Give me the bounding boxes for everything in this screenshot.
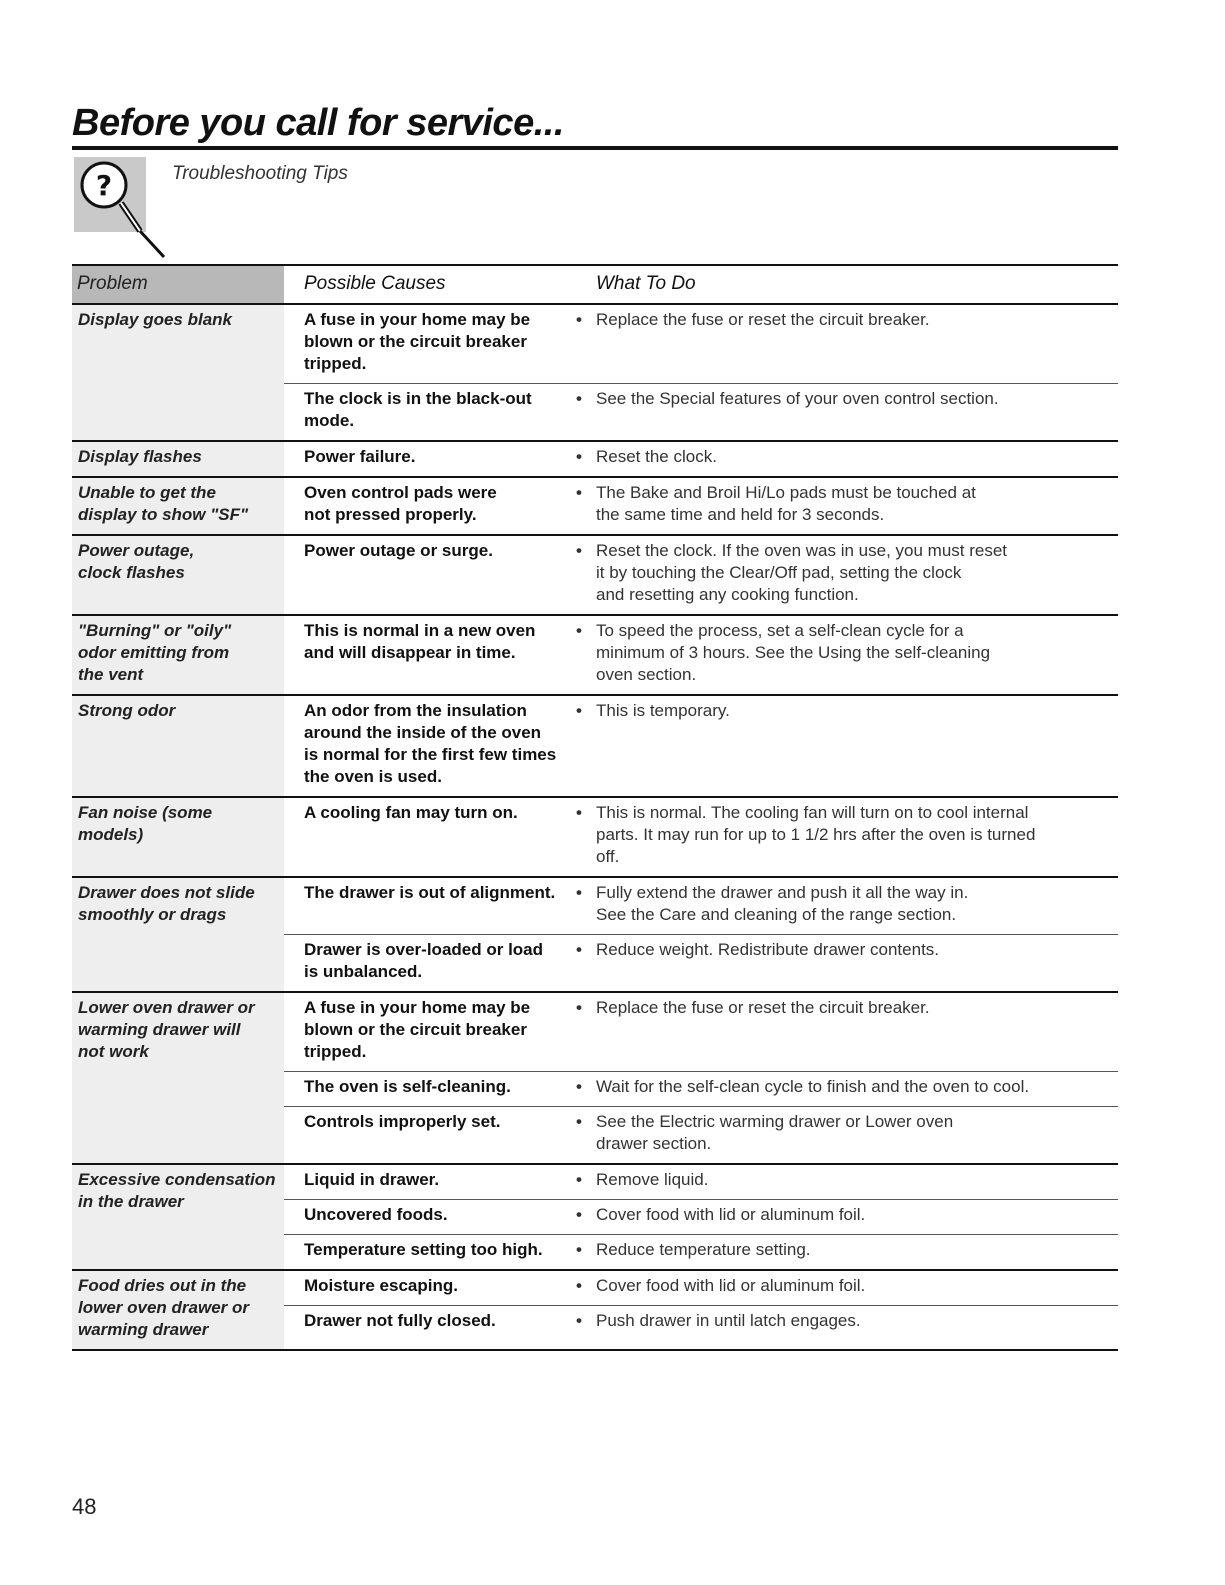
what-to-do (576, 696, 1118, 796)
problem-cell (72, 1165, 284, 1269)
table-header (72, 264, 1118, 305)
problem-cell (72, 442, 284, 476)
problem-cell (72, 1271, 284, 1349)
what-to-do (576, 878, 1118, 934)
what-to-do (576, 305, 1118, 383)
problem-cell (72, 696, 284, 796)
what-to-do (576, 1072, 1118, 1106)
problem-text: Display goes blank (78, 310, 232, 329)
problem-text: Strong odor (78, 701, 176, 720)
svg-text:?: ? (95, 169, 113, 202)
possible-cause: Drawer is over-loaded or load is unbalanced. (304, 940, 544, 981)
bullet-icon: • (576, 483, 582, 502)
possible-cause: A fuse in your home may be blown or the circuit breaker tripped. (304, 998, 531, 1061)
bullet-icon: • (576, 803, 582, 822)
what-to-do-text: Cover food with lid or aluminum foil. (596, 1205, 866, 1224)
bullet-icon: • (576, 1276, 582, 1295)
what-to-do (576, 935, 1118, 991)
what-to-do-text: Reset the clock. (596, 447, 717, 466)
problem-section (72, 993, 1118, 1165)
troubleshooting-table (72, 264, 1118, 1351)
bullet-icon: • (576, 940, 582, 959)
possible-cause: A cooling fan may turn on. (304, 803, 518, 822)
problem-cell (72, 616, 284, 694)
cause-rows (284, 616, 1118, 694)
table-row (284, 993, 1118, 1071)
cause-rows (284, 878, 1118, 991)
page-title: Before you call for service... (72, 102, 564, 144)
what-to-do-text: This is normal. The cooling fan will turn on to cool internal parts. It may run for up to 1 1/2 hrs after the oven is turned off. (596, 803, 1036, 866)
problem-cell (72, 878, 284, 991)
problem-section (72, 798, 1118, 878)
bullet-icon: • (576, 1205, 582, 1224)
table-row (284, 616, 1118, 694)
table-row (284, 305, 1118, 383)
possible-cause: Controls improperly set. (304, 1112, 501, 1131)
problem-text: Drawer does not slide smoothly or drags (78, 883, 255, 924)
table-row (284, 1165, 1118, 1199)
causes-column-header: Possible Causes (304, 273, 446, 294)
table-row (284, 1271, 1118, 1305)
possible-cause: Drawer not fully closed. (304, 1311, 496, 1330)
what-to-do-text: Cover food with lid or aluminum foil. (596, 1276, 866, 1295)
what-to-do (576, 1271, 1118, 1305)
what-to-do (576, 798, 1118, 876)
problem-section (72, 536, 1118, 616)
bullet-icon: • (576, 621, 582, 640)
what-to-do-text: This is temporary. (596, 701, 730, 720)
table-body (72, 305, 1118, 1351)
what-to-do (576, 1200, 1118, 1234)
bullet-icon: • (576, 541, 582, 560)
what-to-do (576, 1306, 1118, 1340)
what-to-do-text: Replace the fuse or reset the circuit breaker. (596, 310, 930, 329)
cause-rows (284, 442, 1118, 476)
problem-cell (72, 798, 284, 876)
bullet-icon: • (576, 1240, 582, 1259)
what-to-do (576, 1107, 1118, 1163)
problem-section (72, 696, 1118, 798)
bullet-icon: • (576, 1311, 582, 1330)
title-rule (72, 146, 1118, 150)
problem-cell (72, 305, 284, 440)
section-subtitle: Troubleshooting Tips (172, 163, 348, 184)
possible-cause: Moisture escaping. (304, 1276, 458, 1295)
what-to-do (576, 442, 1118, 476)
what-to-do-text: Replace the fuse or reset the circuit breaker. (596, 998, 930, 1017)
table-row (284, 696, 1118, 796)
bullet-icon: • (576, 1170, 582, 1189)
cause-rows (284, 696, 1118, 796)
table-row (284, 1305, 1118, 1340)
table-row (284, 536, 1118, 614)
what-to-do (576, 1165, 1118, 1199)
problem-text: Fan noise (some models) (78, 803, 213, 844)
todo-column-header: What To Do (596, 273, 696, 294)
table-row (284, 798, 1118, 876)
table-row (284, 1234, 1118, 1269)
possible-cause: Temperature setting too high. (304, 1240, 543, 1259)
what-to-do-text: Push drawer in until latch engages. (596, 1311, 861, 1330)
table-row (284, 878, 1118, 934)
cause-rows (284, 305, 1118, 440)
problem-section (72, 1165, 1118, 1271)
bullet-icon: • (576, 1077, 582, 1096)
what-to-do-text: Reduce temperature setting. (596, 1240, 811, 1259)
problem-section (72, 1271, 1118, 1351)
what-to-do (576, 1235, 1118, 1269)
table-row (284, 478, 1118, 534)
bullet-icon: • (576, 701, 582, 720)
cause-rows (284, 478, 1118, 534)
what-to-do-text: The Bake and Broil Hi/Lo pads must be touched at the same time and held for 3 seconds. (596, 483, 976, 524)
problem-text: Excessive condensation in the drawer (78, 1170, 276, 1211)
table-row (284, 1106, 1118, 1163)
problem-section (72, 616, 1118, 696)
possible-cause: A fuse in your home may be blown or the circuit breaker tripped. (304, 310, 531, 373)
table-row (284, 1071, 1118, 1106)
what-to-do-text: Remove liquid. (596, 1170, 709, 1189)
bullet-icon: • (576, 447, 582, 466)
problem-column-header: Problem (77, 273, 148, 294)
possible-cause: An odor from the insulation around the inside of the oven is normal for the first few times the oven is used. (304, 701, 557, 786)
what-to-do-text: Wait for the self-clean cycle to finish and the oven to cool. (596, 1077, 1030, 1096)
cause-rows (284, 1271, 1118, 1349)
what-to-do-text: See the Special features of your oven control section. (596, 389, 999, 408)
table-row (284, 1199, 1118, 1234)
bullet-icon: • (576, 310, 582, 329)
what-to-do-text: To speed the process, set a self-clean cycle for a minimum of 3 hours. See the Using the self-cleaning oven section. (596, 621, 991, 684)
problem-header-cell (72, 266, 284, 303)
problem-section (72, 478, 1118, 536)
what-to-do (576, 993, 1118, 1071)
possible-cause: The oven is self-cleaning. (304, 1077, 511, 1096)
what-to-do-text: Fully extend the drawer and push it all the way in. See the Care and cleaning of the range section. (596, 883, 969, 924)
possible-cause: The clock is in the black-out mode. (304, 389, 532, 430)
problem-cell (72, 993, 284, 1163)
question-magnifier-icon (74, 157, 146, 232)
bullet-icon: • (576, 389, 582, 408)
possible-cause: Liquid in drawer. (304, 1170, 440, 1189)
problem-cell (72, 478, 284, 534)
problem-section (72, 878, 1118, 993)
bullet-icon: • (576, 883, 582, 902)
problem-cell (72, 536, 284, 614)
what-to-do-text: Reset the clock. If the oven was in use, you must reset it by touching the Clear/Off pad, setting the clock and resetting any cooking function. (596, 541, 1008, 604)
cause-rows (284, 798, 1118, 876)
what-to-do (576, 478, 1118, 534)
bullet-icon: • (576, 998, 582, 1017)
cause-rows (284, 536, 1118, 614)
cause-rows (284, 993, 1118, 1163)
possible-cause: This is normal in a new oven and will disappear in time. (304, 621, 536, 662)
what-to-do-text: Reduce weight. Redistribute drawer contents. (596, 940, 940, 959)
what-to-do (576, 616, 1118, 694)
what-to-do (576, 536, 1118, 614)
problem-section (72, 442, 1118, 478)
what-to-do (576, 384, 1118, 440)
cause-rows (284, 1165, 1118, 1269)
possible-cause: Power outage or surge. (304, 541, 493, 560)
possible-cause: Power failure. (304, 447, 416, 466)
problem-text: Lower oven drawer or warming drawer will not work (78, 998, 255, 1061)
problem-section (72, 305, 1118, 442)
bullet-icon: • (576, 1112, 582, 1131)
problem-text: Power outage, clock flashes (78, 541, 195, 582)
problem-text: "Burning" or "oily" odor emitting from the vent (78, 621, 232, 684)
table-row (284, 934, 1118, 991)
possible-cause: Uncovered foods. (304, 1205, 448, 1224)
page-number: 48 (72, 1494, 97, 1519)
problem-text: Display flashes (78, 447, 202, 466)
problem-text: Food dries out in the lower oven drawer or warming drawer (78, 1276, 249, 1339)
possible-cause: The drawer is out of alignment. (304, 883, 556, 902)
what-to-do-text: See the Electric warming drawer or Lower oven drawer section. (596, 1112, 954, 1153)
table-row (284, 383, 1118, 440)
possible-cause: Oven control pads were not pressed properly. (304, 483, 497, 524)
problem-text: Unable to get the display to show "SF" (78, 483, 249, 524)
table-row (284, 442, 1118, 476)
